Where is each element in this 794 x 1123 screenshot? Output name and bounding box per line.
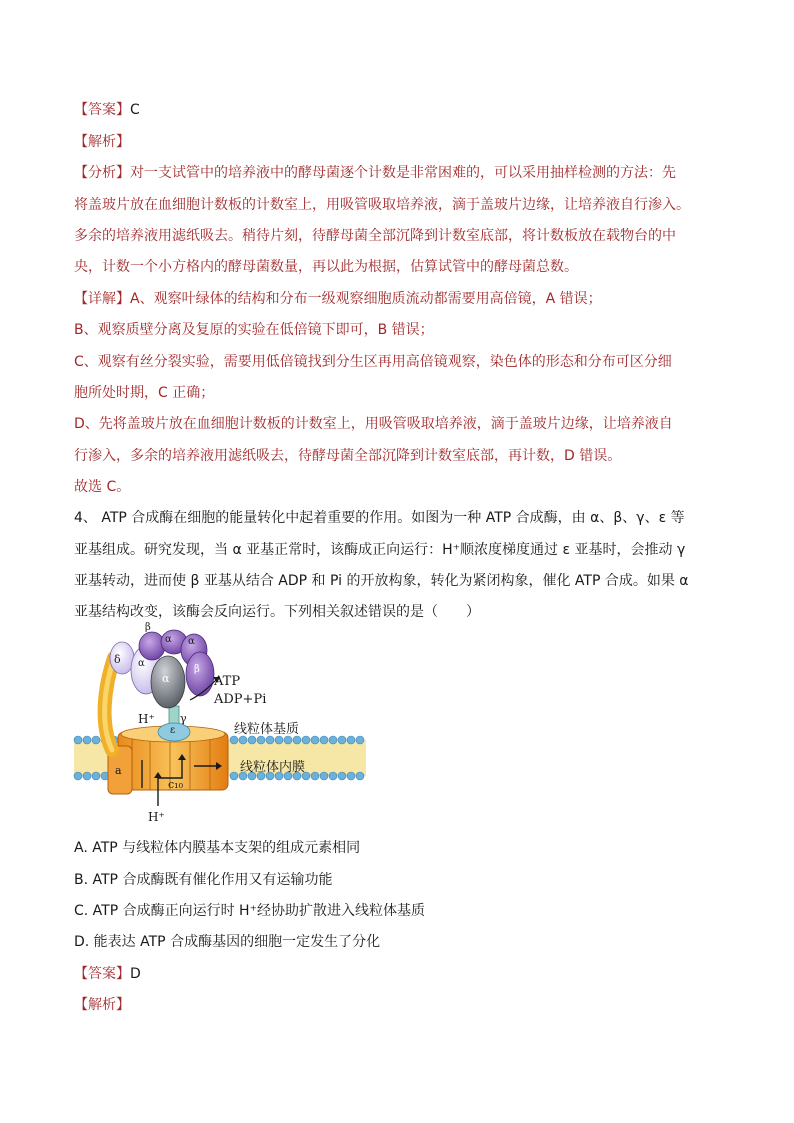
- detail-line-a: [74, 289, 602, 309]
- detail-line-d2: 行渗入，多余的培养液用滤纸吸去，待酵母菌全部沉降到计数室底部，再计数，D 错误。: [74, 448, 622, 464]
- analysis-heading: 【解析】: [74, 134, 130, 150]
- detail-line-c2: 胞所处时期，C 正确；: [74, 385, 215, 401]
- detail-line-b: B、观察质壁分离及复原的实验在低倍镜下即可，B 错误；: [74, 322, 434, 338]
- answer4-line: [74, 964, 141, 984]
- membrane-label: 线粒体内膜: [240, 760, 306, 775]
- alpha-label-top: α: [165, 634, 172, 645]
- detail-a-text: A、观察叶绿体的结构和分布一级观察细胞质流动都需要用高倍镜，A 错误；: [130, 291, 602, 307]
- analysis-line-3: 多余的培养液用滤纸吸去。稍待片刻，待酵母菌全部沉降到计数室底部，将计数板放在载物台的中: [74, 228, 676, 244]
- alpha-label-center: α: [162, 672, 170, 685]
- analysis-text-1: 对一支试管中的培养液中的酵母菌逐个计数是非常困难的，可以采用抽样检测的方法：先: [130, 165, 676, 181]
- option-c: C. ATP 合成酶正向运行时 H⁺经协助扩散进入线粒体基质: [74, 903, 425, 919]
- delta-label: δ: [114, 653, 121, 666]
- alpha-label-right: α: [188, 636, 195, 647]
- h-plus-bottom-label: H⁺: [148, 810, 165, 824]
- conclusion-line: 故选 C。: [74, 479, 131, 495]
- adp-pi-label: ADP+Pi: [214, 692, 267, 707]
- detail-line-c1: C、观察有丝分裂实验，需要用低倍镜找到分生区再用高倍镜观察，染色体的形态和分布可区分细: [74, 354, 672, 370]
- c10-label: c₁₀: [168, 778, 183, 791]
- option-d: D. 能表达 ATP 合成酶基因的细胞一定发生了分化: [74, 934, 381, 950]
- option-b: B. ATP 合成酶既有催化作用又有运输功能: [74, 872, 333, 888]
- h-plus-top-label: H⁺: [138, 712, 155, 726]
- option-a: A. ATP 与线粒体内膜基本支架的组成元素相同: [74, 840, 361, 856]
- gamma-label: γ: [180, 712, 187, 725]
- detail-line-d1: D、先将盖玻片放在血细胞计数板的计数室上，用吸管吸取培养液，滴于盖玻片边缘，让培养液自: [74, 416, 673, 432]
- analysis-tag: 【分析】: [74, 165, 130, 181]
- prev-answer-line: [74, 100, 140, 120]
- atp-synthase-figure: [70, 622, 370, 828]
- beta-label-right: β: [194, 664, 200, 675]
- answer4-tag: 【答案】: [74, 966, 130, 982]
- detail-tag: 【详解】: [74, 291, 130, 307]
- answer-tag: 【答案】: [74, 102, 130, 118]
- analysis-line-2: 将盖玻片放在血细胞计数板的计数室上，用吸管吸取培养液，滴于盖玻片边缘，让培养液自行渗入。: [74, 197, 690, 213]
- analysis4-heading: 【解析】: [74, 997, 130, 1013]
- a-subunit-label: a: [115, 764, 122, 777]
- answer4-value: D: [130, 966, 141, 982]
- epsilon-label: ε: [170, 725, 176, 736]
- question4-line-4: 亚基结构改变，该酶会反向运行。下列相关叙述错误的是（ ）: [74, 604, 480, 620]
- analysis-line-1: [74, 163, 676, 183]
- question4-line-3: 亚基转动，进而使 β 亚基从结合 ADP 和 Pi 的开放构象，转化为紧闭构象，催化 ATP 合成。如果 α: [74, 573, 689, 589]
- atp-label: ATP: [214, 674, 241, 689]
- question4-line-2: 亚基组成。研究发现，当 α 亚基正常时，该酶成正向运行：H⁺顺浓度梯度通过 ε 亚基时，会推动 γ: [74, 542, 686, 558]
- beta-label-top: β: [145, 622, 151, 633]
- question4-line-1: 4、 ATP 合成酶在细胞的能量转化中起着重要的作用。如图为一种 ATP 合成酶，由 α、β、γ、ε 等: [74, 510, 685, 526]
- alpha-label-left: α: [138, 658, 145, 669]
- analysis-line-4: 央，计数一个小方格内的酵母菌数量，再以此为根据，估算试管中的酵母菌总数。: [74, 259, 578, 275]
- answer-value: C: [130, 102, 140, 118]
- matrix-label: 线粒体基质: [234, 722, 300, 737]
